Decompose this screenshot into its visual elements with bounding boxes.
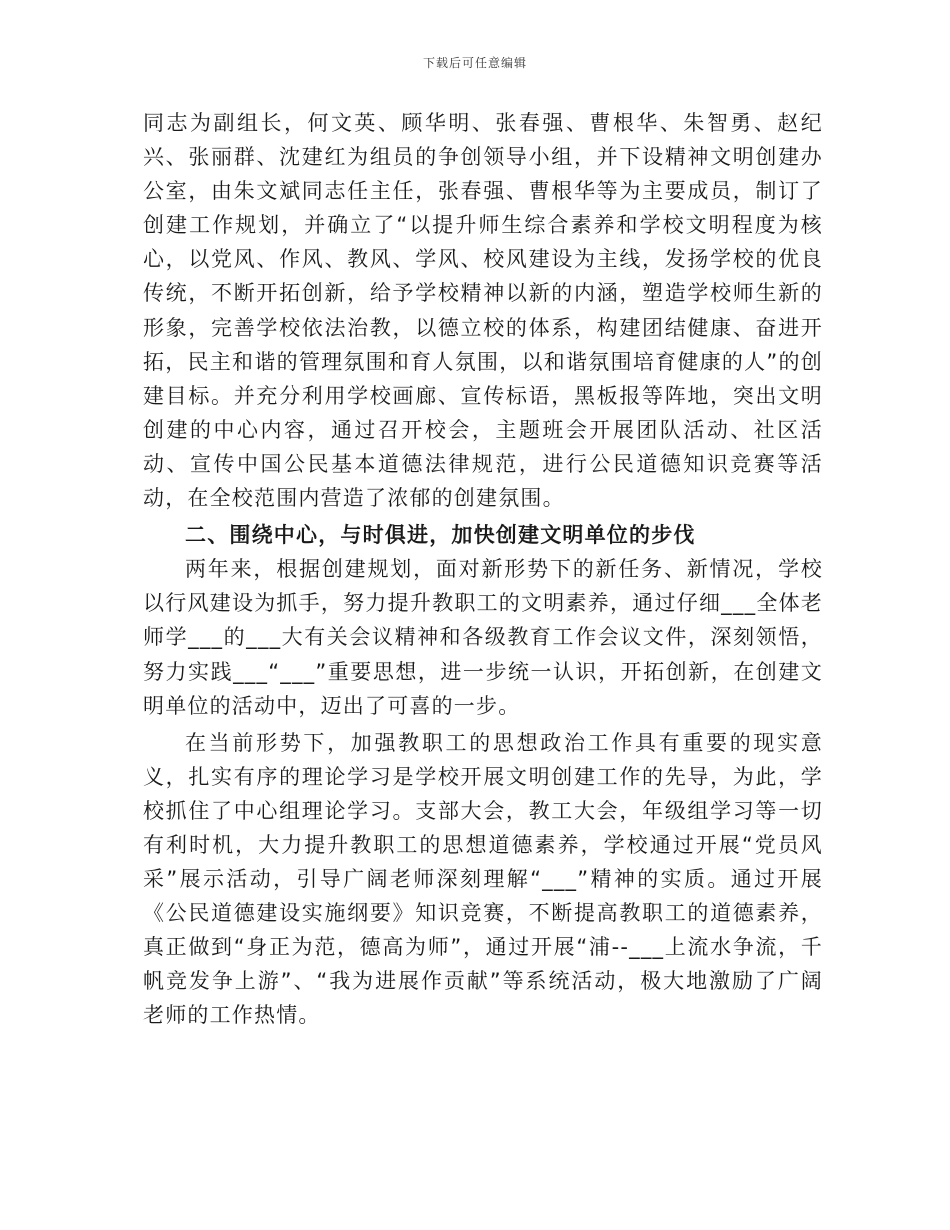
page-header: 下载后可任意编辑 [422,56,527,70]
section-heading-2: 二、围绕中心，与时俱进，加快创建文明单位的步伐 [185,523,696,548]
paragraph-2: 两年来，根据创建规划，面对新形势下的新任务、新情况，学校以行风建设为抓手，努力提升教职工的文明素养，通过仔细___全体老师学___的___大有关会议精神和各级教育工作会议文件，深刻领悟，努力实践___“___”重要思想，进一步统一认识，开拓创新，在创建文明单位的活动中，迈出了可喜的一步。 [143,557,823,718]
document-body [143,106,823,1033]
paragraph-1: 同志为副组长，何文英、顾华明、张春强、曹根华、朱智勇、赵纪兴、张丽群、沈建红为组员的争创领导小组，并下设精神文明创建办公室，由朱文斌同志任主任，张春强、曹根华等为主要成员，制订了创建工作规划，并确立了“以提升师生综合素养和学校文明程度为核心，以党风、作风、教风、学风、校风建设为主线，发扬学校的优良传统，不断开拓创新，给予学校精神以新的内涵，塑造学校师生新的形象，完善学校依法治教，以德立校的体系，构建团结健康、奋进开拓，民主和谐的管理氛围和育人氛围，以和谐氛围培育健康的人”的创建目标。并充分利用学校画廊、宣传标语，黑板报等阵地，突出文明创建的中心内容，通过召开校会，主题班会开展团队活动、社区活动、宣传中国公民基本道德法律规范，进行公民道德知识竞赛等活动，在全校范围内营造了浓郁的创建氛围。 [143,111,823,511]
paragraph-3: 在当前形势下，加强教职工的思想政治工作具有重要的现实意义，扎实有序的理论学习是学校开展文明创建工作的先导，为此，学校抓住了中心组理论学习。支部大会，教工大会，年级组学习等一切有利时机，大力提升教职工的思想道德素养，学校通过开展“党员风采”展示活动，引导广阔老师深刻理解“___”精神的实质。通过开展《公民道德建设实施纲要》知识竞赛，不断提高教职工的道德素养，真正做到“身正为范，德高为师”，通过开展“浦--___上流水争流，千帆竞发争上游”、“我为进展作贡献”等系统活动，极大地激励了广阔老师的工作热情。 [143,730,823,1028]
